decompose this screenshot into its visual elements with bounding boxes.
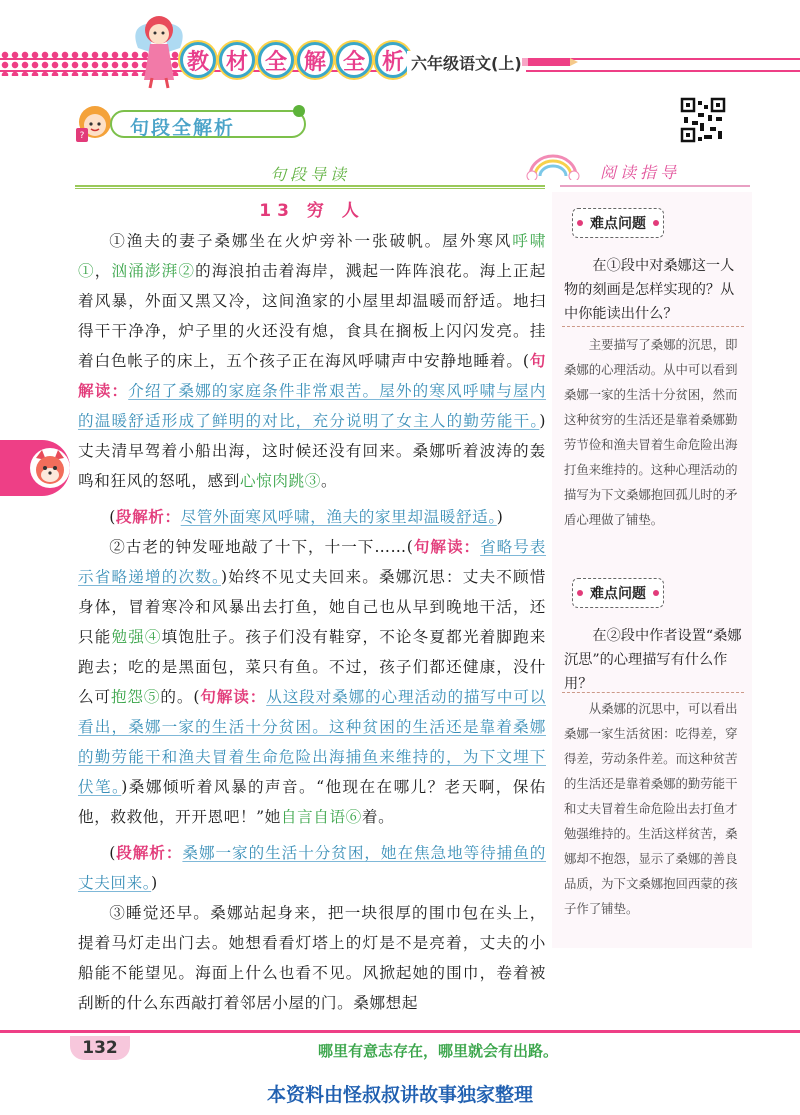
text: ) [496,508,504,526]
book-title [180,42,411,78]
text: ， [94,262,112,280]
book-title-char: 全 [258,42,294,78]
text: ②古老的钟发哑地敲了十下，十一下……( [109,538,414,556]
segment-note: 尽管外面寒风呼啸，渔夫的家里却温暖舒适。 [180,508,497,526]
footer-motto: 哪里有意志存在，哪里就会有出路。 [318,1042,559,1060]
book-title-char: 析 [375,42,411,78]
qa-divider [562,326,744,327]
book-title-char: 教 [180,42,216,78]
sentence-note-label: 句解读： [78,352,546,400]
page-number: 132 [70,1036,130,1060]
sentence-note: 介绍了桑娜的家庭条件非常艰苦。屋外的寒风呼啸与屋内的温暖舒适形成了鲜明的对比，充分说明了女主人的勤劳能干。 [78,382,546,430]
difficult-question-tag: 难点问题 [572,578,664,608]
vocab-word: 呼啸① [78,232,546,280]
grade-label: 六年级语文(上) [407,51,526,74]
vocab-word: 自言自语⑥ [280,808,362,826]
chapter-side-tab [0,440,70,496]
svg-text:?: ? [79,131,85,141]
vocab-word: 汹涌澎湃② [111,262,196,280]
sentence-note: 从这段对桑娜的心理活动的描写中可以看出，桑娜一家的生活十分贫困。这种贫困的生活还是靠着桑娜的勤劳能干和渔夫冒着生命危险出海捕鱼来维持的，为下文埋下伏笔。 [78,688,547,796]
text: ①渔夫的妻子桑娜坐在火炉旁补一张破帆。屋外寒风 [109,232,513,250]
rainbow-icon [524,152,582,180]
difficult-question-1: 在①段中对桑娜这一人物的刻画是怎样实现的？从中你能读出什么？ [564,258,735,322]
sentence-note-label: 句解读： [200,688,267,706]
book-title-char: 全 [336,42,372,78]
vocab-word: 抱怨⑤ [110,688,161,706]
text: ( [109,508,116,526]
paragraph-3: ③睡觉还早。桑娜站起身来，把一块很厚的围巾包在头上，提着马灯走出门去。她想看看灯塔上的灯是不是亮着，丈夫的小船能不能望见。海面上什么也看不见。风掀起她的围巾，卷着被刮断的什么东西敲打着邻居小屋的门。桑娜想起 [78,904,546,1012]
section-header [70,98,310,148]
vocab-word: 心惊肉跳③ [239,472,321,490]
book-title-char: 解 [297,42,333,78]
text: 填饱肚子。孩子们没有鞋穿，不论冬夏都光着脚跑来跑去；吃的是黑面包，菜只有鱼。不过，孩子们都还健康，没什么可 [78,628,546,706]
passage [78,196,546,1018]
text: ( [109,844,116,862]
segment-analysis-1 [78,502,546,532]
paragraph-2 [78,532,546,832]
segment-note: 桑娜一家的生活十分贫困，她在焦急地等待捕鱼的丈夫回来。 [78,844,547,892]
reading-guide-label: 阅读指导 [600,163,681,182]
difficult-answer-2: 从桑娜的沉思中，可以看出桑娜一家生活贫困：吃得差，穿得差，劳动条件差。而这种贫苦的生活还是靠着桑娜的勤劳能干和丈夫冒着生命危险出去打鱼才勉强维持的。生活这样贫苦，桑娜却不抱怨，显示了桑娜的善良品质，为下文桑娜抱回西蒙的孩子作了铺垫。 [564,701,738,916]
vocab-word: 勉强④ [111,628,162,646]
qr-code-icon[interactable] [680,97,726,143]
difficult-answer-1: 主要描写了桑娜的沉思，即桑娜的心理活动。从中可以看到桑娜一家的生活十分贫困，然而这种贫穷的生活还是靠着桑娜勤劳节俭和渔夫冒着生命危险出海打鱼来维持的。这种心理活动的描写为下文桑娜抱回孤儿时的矛盾心理做了铺垫。 [564,337,738,527]
sentence-note: 省略号表示省略递增的次数。 [78,538,547,586]
green-dot-icon [292,104,306,118]
text: ) [151,874,158,892]
sidebar-top-divider [560,185,750,187]
text: 。 [320,472,338,490]
credit-line: 本资料由怪叔叔讲故事独家整理 [266,1084,533,1106]
segment-note-label: 段解析： [115,508,181,526]
text: )始终不见丈夫回来。桑娜沉思：丈夫不顾惜身体，冒着寒冷和风暴出去打鱼，她自己也从早到晚地干活，还只能 [78,568,546,646]
guide-label: 句段导读 [269,165,350,184]
guide-divider [75,185,545,189]
paragraph-1 [78,226,546,496]
text: 的。( [160,688,201,706]
book-title-char: 材 [219,42,255,78]
segment-note-label: 段解析： [115,844,183,862]
footer-bar [0,1030,800,1033]
qa-divider [562,692,744,693]
fox-mascot-icon [28,446,72,490]
text: 着。 [361,808,395,826]
segment-analysis-2 [78,838,546,898]
section-title: 句段全解析 [130,117,236,139]
difficult-question-2: 在②段中作者设置“桑娜沉思”的心理描写有什么作用？ [564,628,742,692]
text: )桑娜倾听着风暴的声音。“他现在在哪儿？老天啊，保佑他，救救他，开开恩吧！”她 [78,778,546,826]
sentence-note-label: 句解读： [413,538,481,556]
difficult-question-tag: 难点问题 [572,208,664,238]
passage-title: 13 穷 人 [259,201,365,221]
reading-guide-sidebar [552,192,752,948]
text: 的海浪拍击着海岸，溅起一阵阵浪花。海上正起着风暴，外面又黑又冷，这间渔家的小屋里却温暖而舒适。地扫得干干净净，炉子里的火还没有熄，食具在搁板上闪闪发亮。挂着白色帐子的床上，五个孩子正在海风呼啸声中安静地睡着。( [78,262,546,370]
pencil-icon [520,54,578,70]
text: )丈夫清早驾着小船出海，这时候还没有回来。桑娜听着波涛的轰鸣和狂风的怒吼，感到 [78,412,546,490]
